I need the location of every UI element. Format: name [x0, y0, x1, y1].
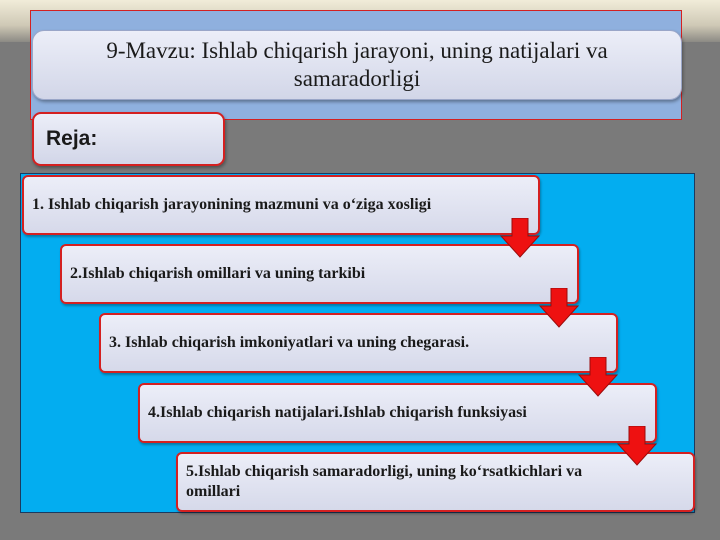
plan-label	[32, 112, 225, 166]
arrow-down-icon	[617, 426, 657, 466]
slide-title	[32, 30, 682, 100]
step-1	[22, 175, 540, 235]
slide-title-text: 9-Mavzu: Ishlab chiqarish jarayoni, uning natijalari va samaradorligi	[106, 38, 608, 91]
arrow-down-icon	[539, 288, 579, 328]
step-2-label: 2.Ishlab chiqarish omillari va uning tarkibi	[70, 265, 366, 282]
step-4-label: 4.Ishlab chiqarish natijalari.Ishlab chiqarish funksiyasi	[148, 404, 527, 421]
plan-label-text: Reja:	[46, 127, 98, 150]
arrow-down-icon	[500, 218, 540, 258]
arrow-down-icon	[578, 357, 618, 397]
step-5-label: 5.Ishlab chiqarish samaradorligi, uning ko‘rsatkichlari va omillari	[186, 463, 583, 500]
step-3-label: 3. Ishlab chiqarish imkoniyatlari va uning chegarasi.	[109, 334, 470, 351]
step-1-label: 1. Ishlab chiqarish jarayonining mazmuni va o‘ziga xosligi	[32, 196, 432, 213]
